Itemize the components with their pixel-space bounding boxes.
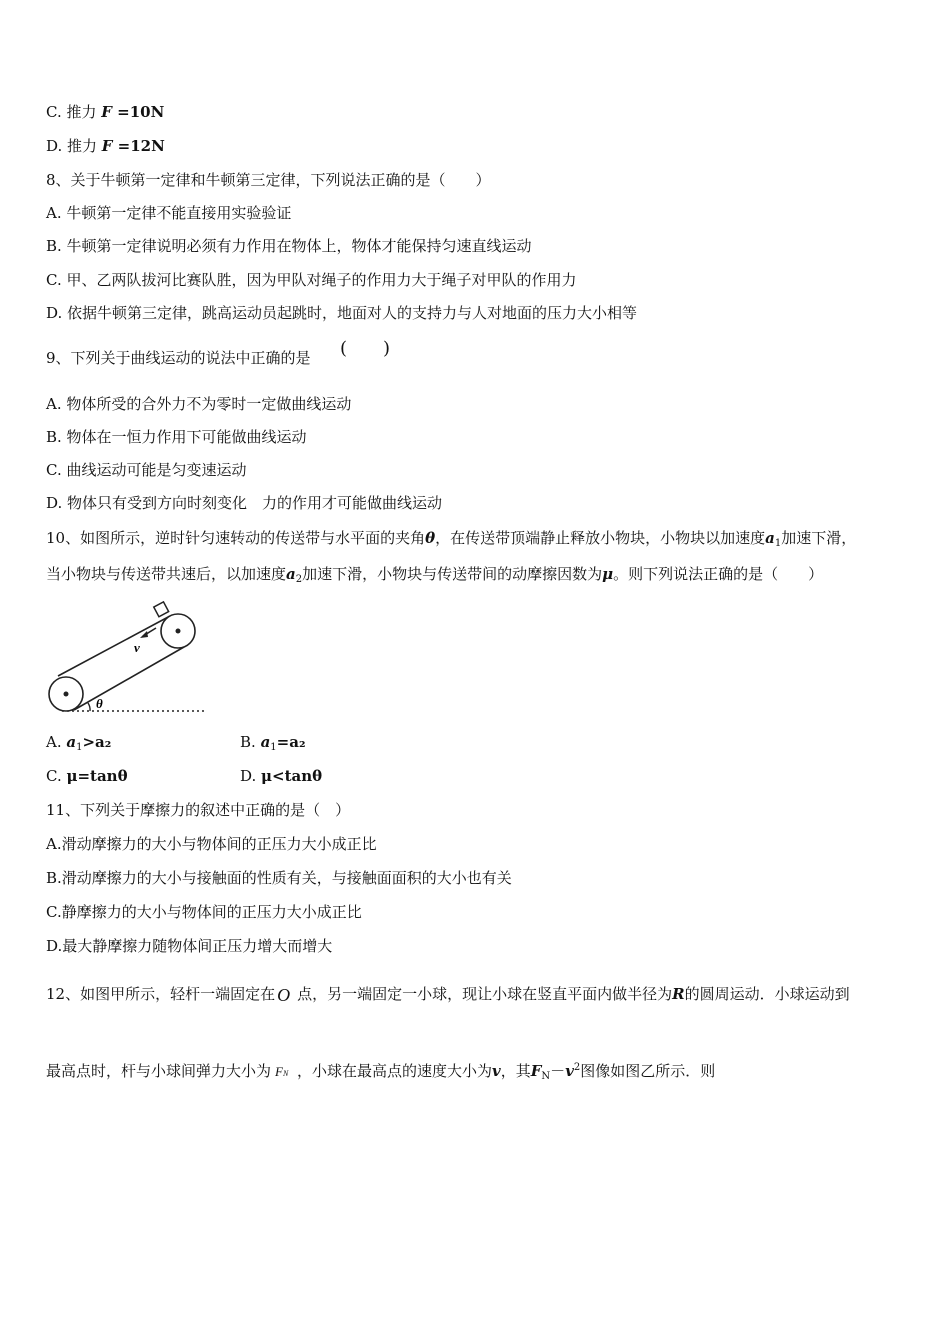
- option-11c: C.静摩擦力的大小与物体间的正压力大小成正比: [46, 903, 362, 921]
- text: 当小物块与传送带共速后，以加速度: [46, 565, 287, 583]
- relation: μ<tanθ: [261, 767, 323, 785]
- text: 的圆周运动．小球运动到: [684, 985, 850, 1003]
- text: 。则下列说法正确的是（ ）: [613, 565, 824, 583]
- question-12-line-2: [46, 1058, 715, 1087]
- point-o-symbol: O: [277, 985, 291, 1005]
- block: [154, 602, 169, 617]
- option-8a: A. 牛顿第一定律不能直接用实验验证: [46, 204, 292, 222]
- conveyor-belt-figure: [44, 598, 214, 718]
- velocity-label: v: [134, 640, 140, 655]
- option-7d: [46, 136, 165, 156]
- option-9c: C. 曲线运动可能是匀变速运动: [46, 461, 247, 479]
- text: 10、如图所示，逆时针匀速转动的传送带与水平面的夹角: [46, 529, 426, 547]
- option-11a: A.滑动摩擦力的大小与物体间的正压力大小成正比: [46, 835, 377, 853]
- belt-top: [58, 616, 170, 676]
- f-letter: F: [275, 1064, 283, 1079]
- relation: =a₂: [276, 733, 306, 751]
- superscript: 2: [573, 1062, 581, 1073]
- question-10-line-2: [46, 564, 823, 590]
- option-letter: A.: [46, 733, 67, 751]
- option-8b: B. 牛顿第一定律说明必须有力作用在物体上，物体才能保持匀速直线运动: [46, 237, 532, 255]
- a-symbol: a: [66, 733, 77, 751]
- answer-parentheses: ( ): [340, 338, 391, 359]
- mu-symbol: μ: [602, 565, 614, 583]
- option-text: D. 推力: [46, 137, 102, 155]
- option-value: =12N: [112, 137, 165, 155]
- text: 加速下滑，小物块与传送带间的动摩擦因数为: [302, 565, 603, 583]
- option-9a: A. 物体所受的合外力不为零时一定做曲线运动: [46, 395, 352, 413]
- subscript: 1: [774, 538, 782, 549]
- radius-symbol: R: [672, 985, 685, 1003]
- option-letter: B.: [240, 733, 261, 751]
- n-subscript: N: [282, 1069, 289, 1078]
- option-8c: C. 甲、乙两队拔河比赛队胜，因为甲队对绳子的作用力大于绳子对甲队的作用力: [46, 271, 577, 289]
- option-10a: [46, 732, 111, 758]
- relation: μ=tanθ: [66, 767, 128, 785]
- text: 12、如图甲所示，轻杆一端固定在: [46, 985, 276, 1003]
- upper-pulley-axle: [176, 629, 181, 634]
- dash: －: [550, 1062, 566, 1080]
- text: 最高点时，杆与小球间弹力大小为: [46, 1062, 272, 1080]
- option-11b: B.滑动摩擦力的大小与接触面的性质有关，与接触面面积的大小也有关: [46, 869, 512, 887]
- fn-symbol: F: [530, 1062, 542, 1080]
- lower-pulley-axle: [64, 692, 69, 697]
- v-symbol: v: [492, 1062, 501, 1080]
- text: 点，另一端固定一小球，现让小球在竖直平面内做半径为: [297, 985, 673, 1003]
- question-11: 11、下列关于摩擦力的叙述中正确的是（ ）: [46, 801, 351, 819]
- angle-label: θ: [96, 696, 103, 711]
- option-9b: B. 物体在一恒力作用下可能做曲线运动: [46, 428, 307, 446]
- subscript: 1: [270, 742, 277, 753]
- option-9d: D. 物体只有受到方向时刻变化 力的作用才可能做曲线运动: [46, 494, 443, 512]
- option-8d: D. 依据牛顿第三定律，跳高运动员起跳时，地面对人的支持力与人对地面的压力大小相等: [46, 304, 638, 322]
- force-variable: F: [101, 103, 112, 121]
- question-12-line-1: [46, 984, 850, 1004]
- text: ，小球在最高点的速度大小为: [297, 1062, 493, 1080]
- option-value: =10N: [111, 103, 165, 121]
- angle-arc: [88, 703, 90, 711]
- option-letter: D.: [240, 767, 262, 785]
- text: 加速下滑，: [781, 529, 857, 547]
- relation: >a₂: [82, 733, 112, 751]
- subscript: N: [541, 1071, 551, 1082]
- question-9: 9、下列关于曲线运动的说法中正确的是: [46, 349, 311, 367]
- text: ，其: [500, 1062, 531, 1080]
- option-letter: C.: [46, 767, 67, 785]
- v-symbol: v: [565, 1062, 574, 1080]
- fn-symbol: [275, 1062, 288, 1084]
- subscript: 1: [76, 742, 83, 753]
- theta-symbol: θ: [425, 529, 436, 547]
- option-10c: [46, 766, 128, 786]
- text: 图像如图乙所示．则: [580, 1062, 716, 1080]
- text: ，在传送带顶端静止释放小物块，小物块以加速度: [435, 529, 766, 547]
- question-10-line-1: [46, 528, 856, 554]
- a2-symbol: a: [286, 565, 296, 583]
- force-variable: F: [101, 137, 113, 155]
- a-symbol: a: [260, 733, 271, 751]
- option-7c: [46, 102, 164, 122]
- subscript: 2: [295, 574, 303, 585]
- option-11d: D.最大静摩擦力随物体间正压力增大而增大: [46, 937, 333, 955]
- a1-symbol: a: [765, 529, 775, 547]
- question-8: 8、关于牛顿第一定律和牛顿第三定律，下列说法正确的是（ ）: [46, 171, 491, 189]
- belt-bottom: [74, 647, 184, 710]
- option-10d: [240, 766, 322, 786]
- option-10b: [240, 732, 306, 758]
- option-text: C. 推力: [46, 103, 102, 121]
